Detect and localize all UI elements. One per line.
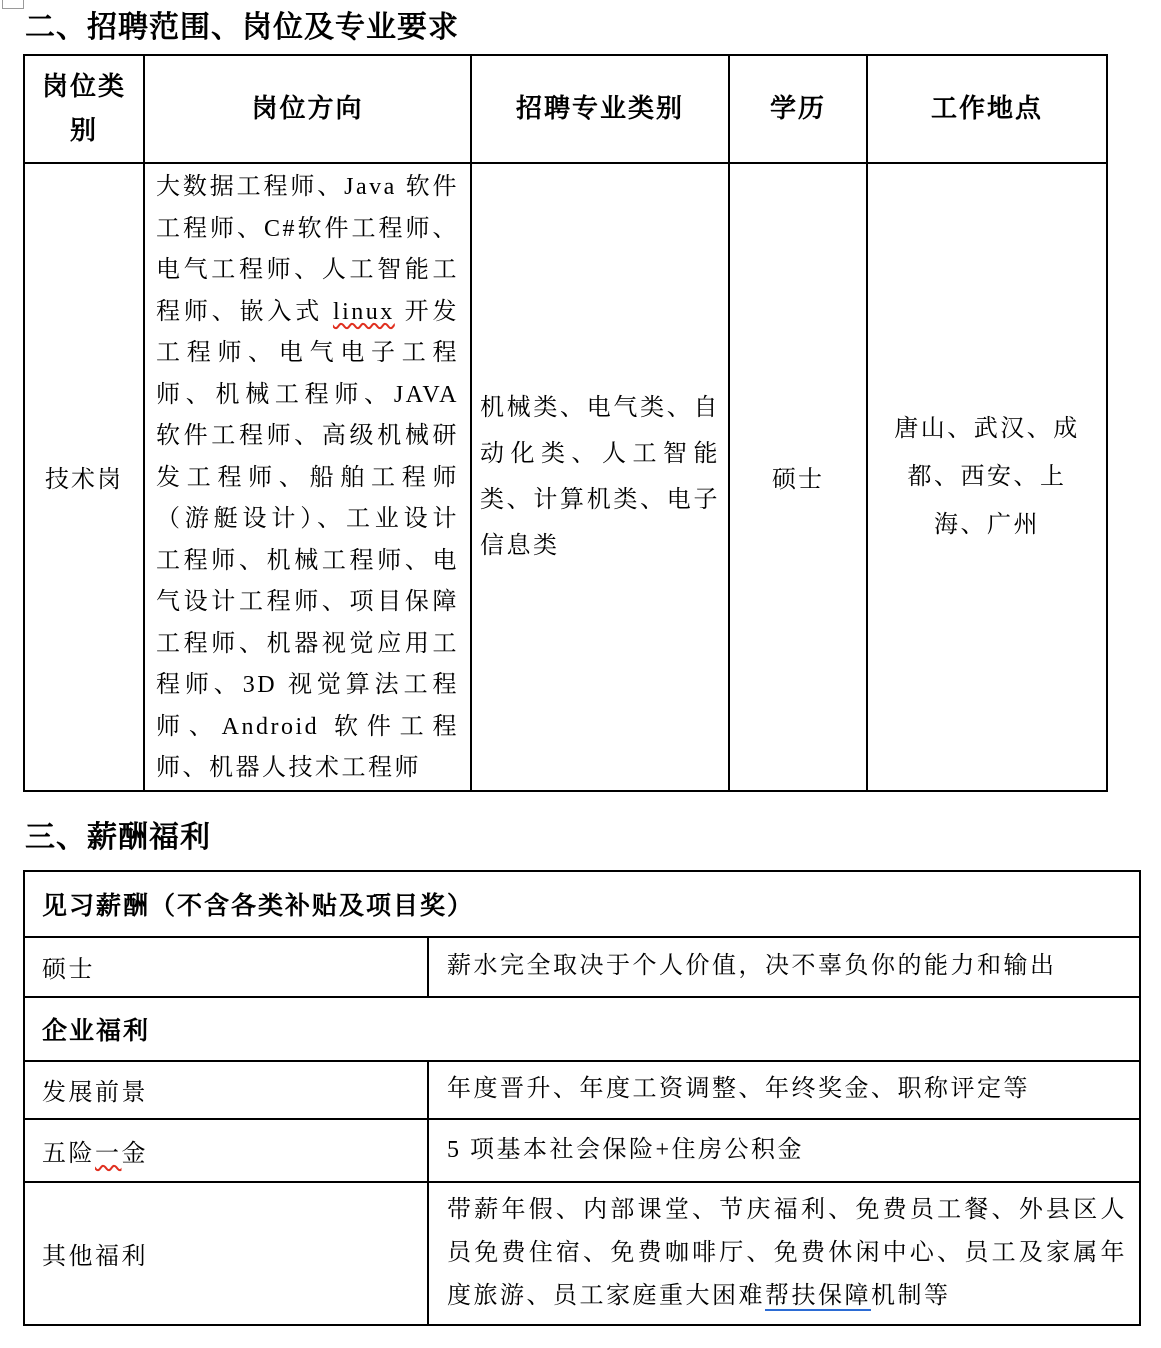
insurance-label-before: 五险: [42, 1140, 95, 1167]
grammar-underlined-phrase: 帮扶保障: [765, 1282, 871, 1309]
welfare-header-row: [24, 997, 1140, 1061]
cell-other-benefits-value: [428, 1182, 1140, 1325]
insurance-label-after: 金: [121, 1140, 148, 1167]
section-title-benefits: 三、薪酬福利: [25, 820, 211, 854]
cell-salary-label: 硕士: [24, 937, 428, 997]
direction-text-after: 开发工程师、电气电子工程师、机械工程师、JAVA 软件工程师、高级机械研发工程师、船舶工程师（游艇设计）、工业设计工程师、机械工程师、电气设计工程师、项目保障工程师、机器视觉应用工程师、3D 视觉算法工程师、Android 软件工程师、机器人技术工程师: [156, 298, 460, 781]
header-cell-degree: 学历: [729, 55, 867, 163]
cell-degree: 硕士: [729, 163, 867, 791]
cell-position-direction: [144, 163, 471, 791]
direction-text-before: 大数据工程师、Java 软件工程师、C#软件工程师、电气工程师、人工智能工程师、嵌入式: [156, 174, 459, 325]
cell-internship-salary-header: 见习薪酬（不含各类补贴及项目奖）: [24, 871, 1140, 937]
cell-development-label: 发展前景: [24, 1061, 428, 1119]
cell-other-benefits-label: 其他福利: [24, 1182, 428, 1325]
header-cell-recruit-majors: 招聘专业类别: [471, 55, 729, 163]
salary-row: [24, 937, 1140, 997]
other-benefits-text-after: 机制等: [871, 1282, 951, 1309]
header-cell-position-category: 岗位类别: [24, 55, 144, 163]
page-corner-artifact: [2, 0, 24, 9]
other-benefits-text-before: 带薪年假、内部课堂、节庆福利、免费员工餐、外县区人员免费住宿、免费咖啡厅、免费休闲中心、员工及家属年度旅游、员工家庭重大困难: [447, 1196, 1128, 1309]
positions-table: [23, 54, 1108, 792]
spellchecked-char: 一: [95, 1140, 122, 1167]
cell-development-value: 年度晋升、年度工资调整、年终奖金、职称评定等: [428, 1061, 1140, 1119]
spellchecked-word-linux: linux: [332, 298, 395, 325]
positions-header-row: [24, 55, 1107, 163]
header-cell-work-location: 工作地点: [867, 55, 1107, 163]
cell-welfare-header: 企业福利: [24, 997, 1140, 1061]
insurance-row: [24, 1119, 1140, 1182]
cell-insurance-value: 5 项基本社会保险+住房公积金: [428, 1119, 1140, 1182]
cell-position-category: 技术岗: [24, 163, 144, 791]
cell-work-location: 唐山、武汉、成都、西安、上海、广州: [867, 163, 1107, 791]
development-row: [24, 1061, 1140, 1119]
header-cell-position-direction: 岗位方向: [144, 55, 471, 163]
section-title-recruitment: 二、招聘范围、岗位及专业要求: [25, 11, 459, 44]
benefits-table: [23, 870, 1141, 1326]
internship-salary-header-row: [24, 871, 1140, 937]
cell-recruit-majors: 机械类、电气类、自动化类、人工智能类、计算机类、电子信息类: [471, 163, 729, 791]
positions-data-row: [24, 163, 1107, 791]
other-benefits-row: [24, 1182, 1140, 1325]
cell-salary-value: 薪水完全取决于个人价值，决不辜负你的能力和输出: [428, 937, 1140, 997]
cell-insurance-label: [24, 1119, 428, 1182]
